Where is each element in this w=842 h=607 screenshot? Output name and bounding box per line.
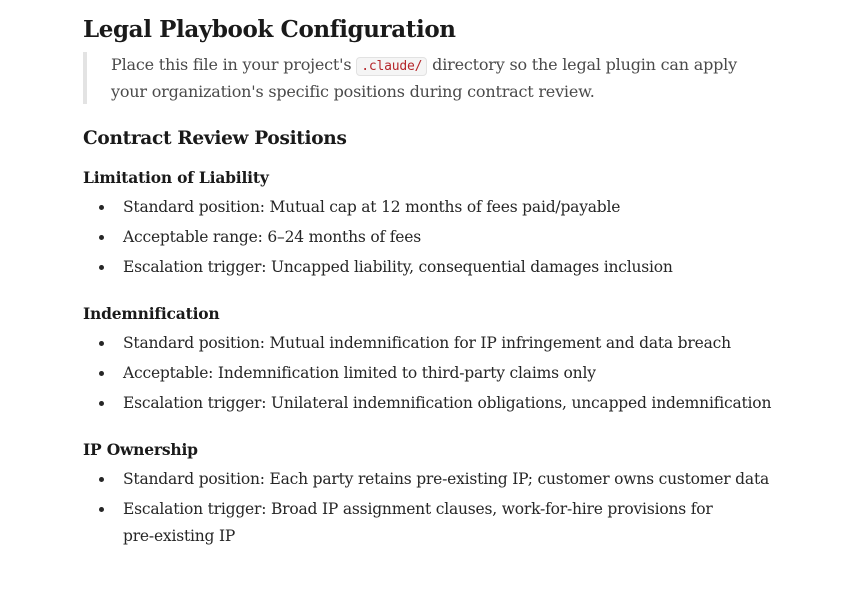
intro-blockquote [83, 52, 751, 104]
list-item [83, 390, 783, 417]
directory-code: .claude/ [356, 57, 427, 76]
list-item-text: Escalation trigger: Uncapped liability, consequential damages inclusion [123, 258, 673, 276]
page-title: Legal Playbook Configuration [83, 16, 456, 43]
bullet-icon [99, 371, 104, 376]
subsection-heading-ip-ownership: IP Ownership [83, 440, 198, 459]
list-item [83, 466, 783, 493]
list-item [83, 496, 723, 550]
list-item-text: Standard position: Each party retains pre-existing IP; customer owns customer data [123, 470, 770, 488]
list-ip-ownership [83, 466, 783, 550]
list-item-text: Standard position: Mutual indemnification for IP infringement and data breach [123, 334, 731, 352]
bullet-icon [99, 401, 104, 406]
bullet-icon [99, 235, 104, 240]
list-item [83, 224, 783, 251]
intro-text-after: directory so the legal plugin can apply your organization's specific positions during contract review. [111, 55, 737, 101]
list-item-text: Escalation trigger: Broad IP assignment clauses, work-for-hire provisions for pre-existing IP [123, 500, 713, 545]
list-item-text: Acceptable range: 6–24 months of fees [123, 228, 421, 246]
list-item [83, 254, 783, 281]
list-item-text: Escalation trigger: Unilateral indemnification obligations, uncapped indemnification [123, 394, 772, 412]
list-item [83, 194, 783, 221]
bullet-icon [99, 507, 104, 512]
section-heading: Contract Review Positions [83, 128, 347, 149]
bullet-icon [99, 265, 104, 270]
list-item-text: Standard position: Mutual cap at 12 months of fees paid/payable [123, 198, 621, 216]
list-item [83, 330, 783, 357]
intro-text-before: Place this file in your project's [111, 55, 357, 74]
subsection-heading-limitation-of-liability: Limitation of Liability [83, 168, 269, 187]
list-indemnification [83, 330, 783, 417]
bullet-icon [99, 477, 104, 482]
list-item-text: Acceptable: Indemnification limited to third-party claims only [123, 364, 596, 382]
list-item [83, 360, 783, 387]
bullet-icon [99, 205, 104, 210]
bullet-icon [99, 341, 104, 346]
subsection-heading-indemnification: Indemnification [83, 304, 220, 323]
list-limitation-of-liability [83, 194, 783, 281]
